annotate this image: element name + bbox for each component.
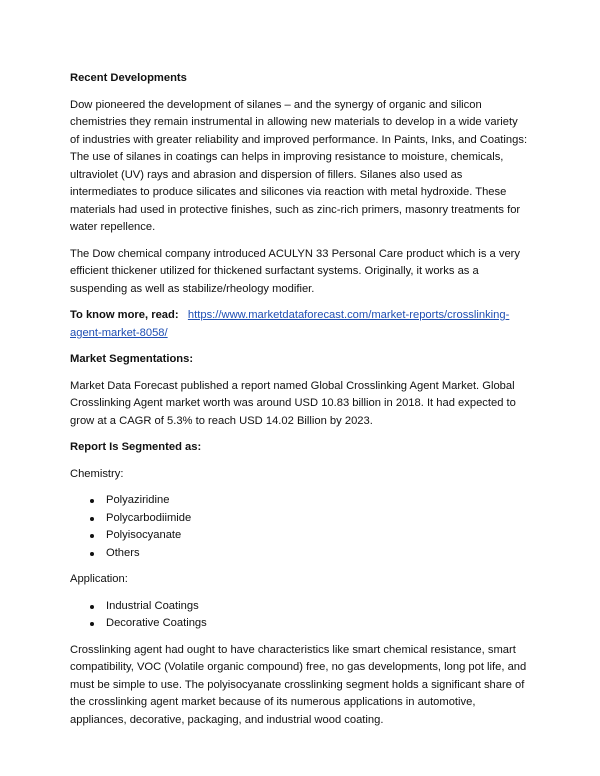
chemistry-label: Chemistry: (70, 467, 124, 480)
bullet-icon (90, 534, 94, 538)
report-segmented-heading: Report Is Segmented as: (70, 441, 202, 453)
application-list (70, 598, 530, 633)
application-label: Application: (70, 573, 128, 585)
bullet-icon (90, 517, 94, 521)
market-segmentations-heading: Market Segmentations: (70, 353, 194, 365)
market-segmentations-paragraph: Market Data Forecast published a report named Global Crosslinking Agent Market. Global Crosslinking Agent market worth was around USD 10.83 billion in 2018. It had expected to grow at a CAGR of 5.3% to reach USD 14.02 Billion by 2023. (70, 379, 516, 427)
closing-paragraph: Crosslinking agent had ought to have characteristics like smart chemical resistance, smart compatibility, VOC (Volatile organic compound) free, no gas developments, long pot life, and must be simple to use. The polyisocyanate crosslinking segment holds a significant share of the crosslinking agent market because of its numerous applications in automotive, appliances, decorative, packaging, and industrial wood coating. (70, 643, 527, 726)
know-more-label: To know more, read: (70, 309, 179, 321)
list-item: Others (90, 545, 530, 563)
list-item: Polyisocyanate (90, 527, 530, 545)
bullet-icon (90, 622, 94, 626)
chemistry-list (70, 492, 530, 562)
know-more-line (70, 307, 530, 342)
recent-developments-heading: Recent Developments (70, 72, 187, 84)
list-item: Decorative Coatings (90, 615, 530, 633)
report-link[interactable]: https://www.marketdataforecast.com/market-reports/crosslinking-agent-market-8058/ (70, 309, 510, 339)
bullet-icon (90, 552, 94, 556)
bullet-icon (90, 605, 94, 609)
list-item: Polycarbodiimide (90, 510, 530, 528)
bullet-icon (90, 499, 94, 503)
list-item: Polyaziridine (90, 492, 530, 510)
list-item: Industrial Coatings (90, 598, 530, 616)
recent-developments-paragraph-2: The Dow chemical company introduced ACULYN 33 Personal Care product which is a very efficient thickener utilized for thickened surfactant systems. Originally, it works as a suspending as well as stabilize/rheology modifier. (70, 247, 520, 295)
recent-developments-paragraph-1: Dow pioneered the development of silanes – and the synergy of organic and silicon chemistries they remain instrumental in allowing new materials to develop in a wide variety of industries with greater reliability and improved performance. In Paints, Inks, and Coatings: The use of silanes in coatings can helps in improving resistance to moisture, chemicals, ultraviolet (UV) rays and abrasion and dispersion of fillers. Silanes also used as intermediates to produce silicates and silicones via reaction with metal hydroxide. These materials had used in protective finishes, such as zinc-rich primers, masonry treatments for water repellence. (70, 98, 528, 233)
